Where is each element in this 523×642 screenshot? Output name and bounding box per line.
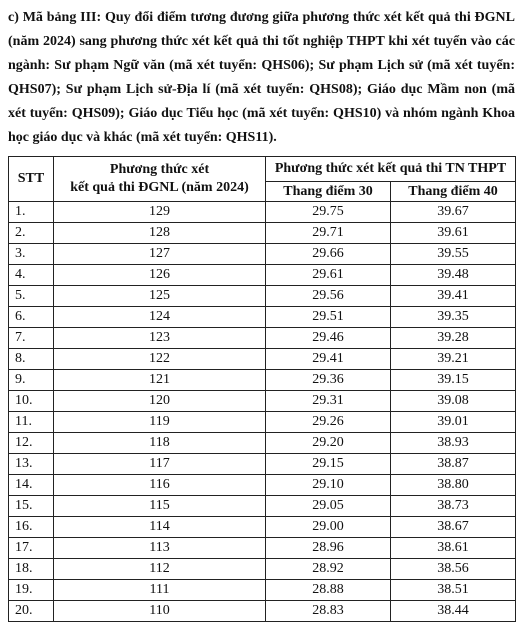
cell-scale40: 39.01 [391,412,516,433]
cell-scale40: 39.48 [391,265,516,286]
cell-dgnl: 122 [54,349,266,370]
cell-stt: 3. [9,244,54,265]
table-row [9,538,516,559]
cell-stt: 20. [9,601,54,622]
cell-stt: 1. [9,202,54,223]
cell-scale30: 28.83 [266,601,391,622]
cell-scale40: 38.87 [391,454,516,475]
cell-scale30: 29.56 [266,286,391,307]
cell-stt: 11. [9,412,54,433]
header-scale30: Thang điểm 30 [266,182,391,202]
cell-stt: 15. [9,496,54,517]
cell-dgnl: 111 [54,580,266,601]
cell-dgnl: 118 [54,433,266,454]
cell-scale40: 39.08 [391,391,516,412]
cell-dgnl: 117 [54,454,266,475]
conversion-table [8,156,516,622]
cell-scale30: 29.31 [266,391,391,412]
cell-dgnl: 115 [54,496,266,517]
cell-scale40: 39.21 [391,349,516,370]
cell-scale30: 29.61 [266,265,391,286]
cell-scale40: 39.61 [391,223,516,244]
cell-scale40: 38.44 [391,601,516,622]
table-row [9,265,516,286]
cell-dgnl: 119 [54,412,266,433]
cell-stt: 2. [9,223,54,244]
table-row [9,475,516,496]
header-scale40: Thang điểm 40 [391,182,516,202]
cell-dgnl: 127 [54,244,266,265]
cell-scale30: 29.36 [266,370,391,391]
cell-scale30: 29.26 [266,412,391,433]
table-row [9,370,516,391]
cell-stt: 4. [9,265,54,286]
table-row [9,286,516,307]
cell-stt: 7. [9,328,54,349]
table-row [9,580,516,601]
table-row [9,433,516,454]
cell-dgnl: 123 [54,328,266,349]
cell-stt: 16. [9,517,54,538]
cell-scale40: 38.73 [391,496,516,517]
table-row [9,349,516,370]
cell-dgnl: 110 [54,601,266,622]
cell-scale30: 29.20 [266,433,391,454]
cell-dgnl: 116 [54,475,266,496]
cell-scale40: 39.41 [391,286,516,307]
cell-scale40: 39.28 [391,328,516,349]
cell-scale30: 29.66 [266,244,391,265]
cell-scale40: 38.56 [391,559,516,580]
table-body [9,202,516,622]
cell-stt: 14. [9,475,54,496]
cell-scale30: 28.96 [266,538,391,559]
table-row [9,412,516,433]
cell-scale30: 28.92 [266,559,391,580]
cell-scale30: 29.00 [266,517,391,538]
table-row [9,496,516,517]
cell-scale40: 39.67 [391,202,516,223]
cell-dgnl: 120 [54,391,266,412]
table-row [9,601,516,622]
cell-stt: 19. [9,580,54,601]
table-header [9,157,516,202]
cell-scale30: 29.41 [266,349,391,370]
table-row [9,202,516,223]
header-dgnl [54,157,266,202]
table-row [9,244,516,265]
cell-scale40: 38.61 [391,538,516,559]
cell-dgnl: 112 [54,559,266,580]
cell-stt: 10. [9,391,54,412]
cell-stt: 5. [9,286,54,307]
cell-stt: 9. [9,370,54,391]
cell-dgnl: 124 [54,307,266,328]
intro-paragraph: c) Mã bảng III: Quy đổi điểm tương đương giữa phương thức xét kết quả thi ĐGNL (năm 2024) sang phương thức xét kết quả thi tốt nghiệp THPT khi xét tuyển vào các ngành: Sư phạm Ngữ văn (mã xét tuyển: QHS06); Sư phạm Lịch sử (mã xét tuyển: QHS07); Sư phạm Lịch sử-Địa lí (mã xét tuyển: QHS08); Giáo dục Mầm non (mã xét tuyển: QHS09); Giáo dục Tiểu học (mã xét tuyển: QHS10) và nhóm ngành Khoa học giáo dục và khác (mã xét tuyển: QHS11). [8,10,515,145]
cell-dgnl: 129 [54,202,266,223]
header-dgnl-line2: kết quả thi ĐGNL (năm 2024) [70,180,249,195]
cell-scale30: 29.10 [266,475,391,496]
cell-scale40: 38.67 [391,517,516,538]
table-row [9,517,516,538]
table-row [9,328,516,349]
cell-dgnl: 121 [54,370,266,391]
table-row [9,391,516,412]
cell-dgnl: 126 [54,265,266,286]
cell-scale40: 38.51 [391,580,516,601]
cell-stt: 17. [9,538,54,559]
header-dgnl-line1: Phương thức xét [109,162,210,177]
table-row [9,454,516,475]
cell-stt: 18. [9,559,54,580]
cell-scale30: 28.88 [266,580,391,601]
cell-scale40: 38.80 [391,475,516,496]
cell-stt: 12. [9,433,54,454]
cell-scale30: 29.05 [266,496,391,517]
cell-stt: 13. [9,454,54,475]
cell-scale40: 39.15 [391,370,516,391]
cell-dgnl: 125 [54,286,266,307]
cell-scale40: 39.55 [391,244,516,265]
cell-scale30: 29.71 [266,223,391,244]
header-stt: STT [9,157,54,202]
cell-scale30: 29.46 [266,328,391,349]
cell-scale40: 38.93 [391,433,516,454]
cell-scale40: 39.35 [391,307,516,328]
table-row [9,307,516,328]
cell-stt: 6. [9,307,54,328]
cell-stt: 8. [9,349,54,370]
cell-scale30: 29.75 [266,202,391,223]
cell-dgnl: 113 [54,538,266,559]
cell-dgnl: 128 [54,223,266,244]
table-row [9,223,516,244]
cell-dgnl: 114 [54,517,266,538]
header-thpt-group: Phương thức xét kết quả thi TN THPT [266,157,516,182]
table-row [9,559,516,580]
cell-scale30: 29.51 [266,307,391,328]
cell-scale30: 29.15 [266,454,391,475]
